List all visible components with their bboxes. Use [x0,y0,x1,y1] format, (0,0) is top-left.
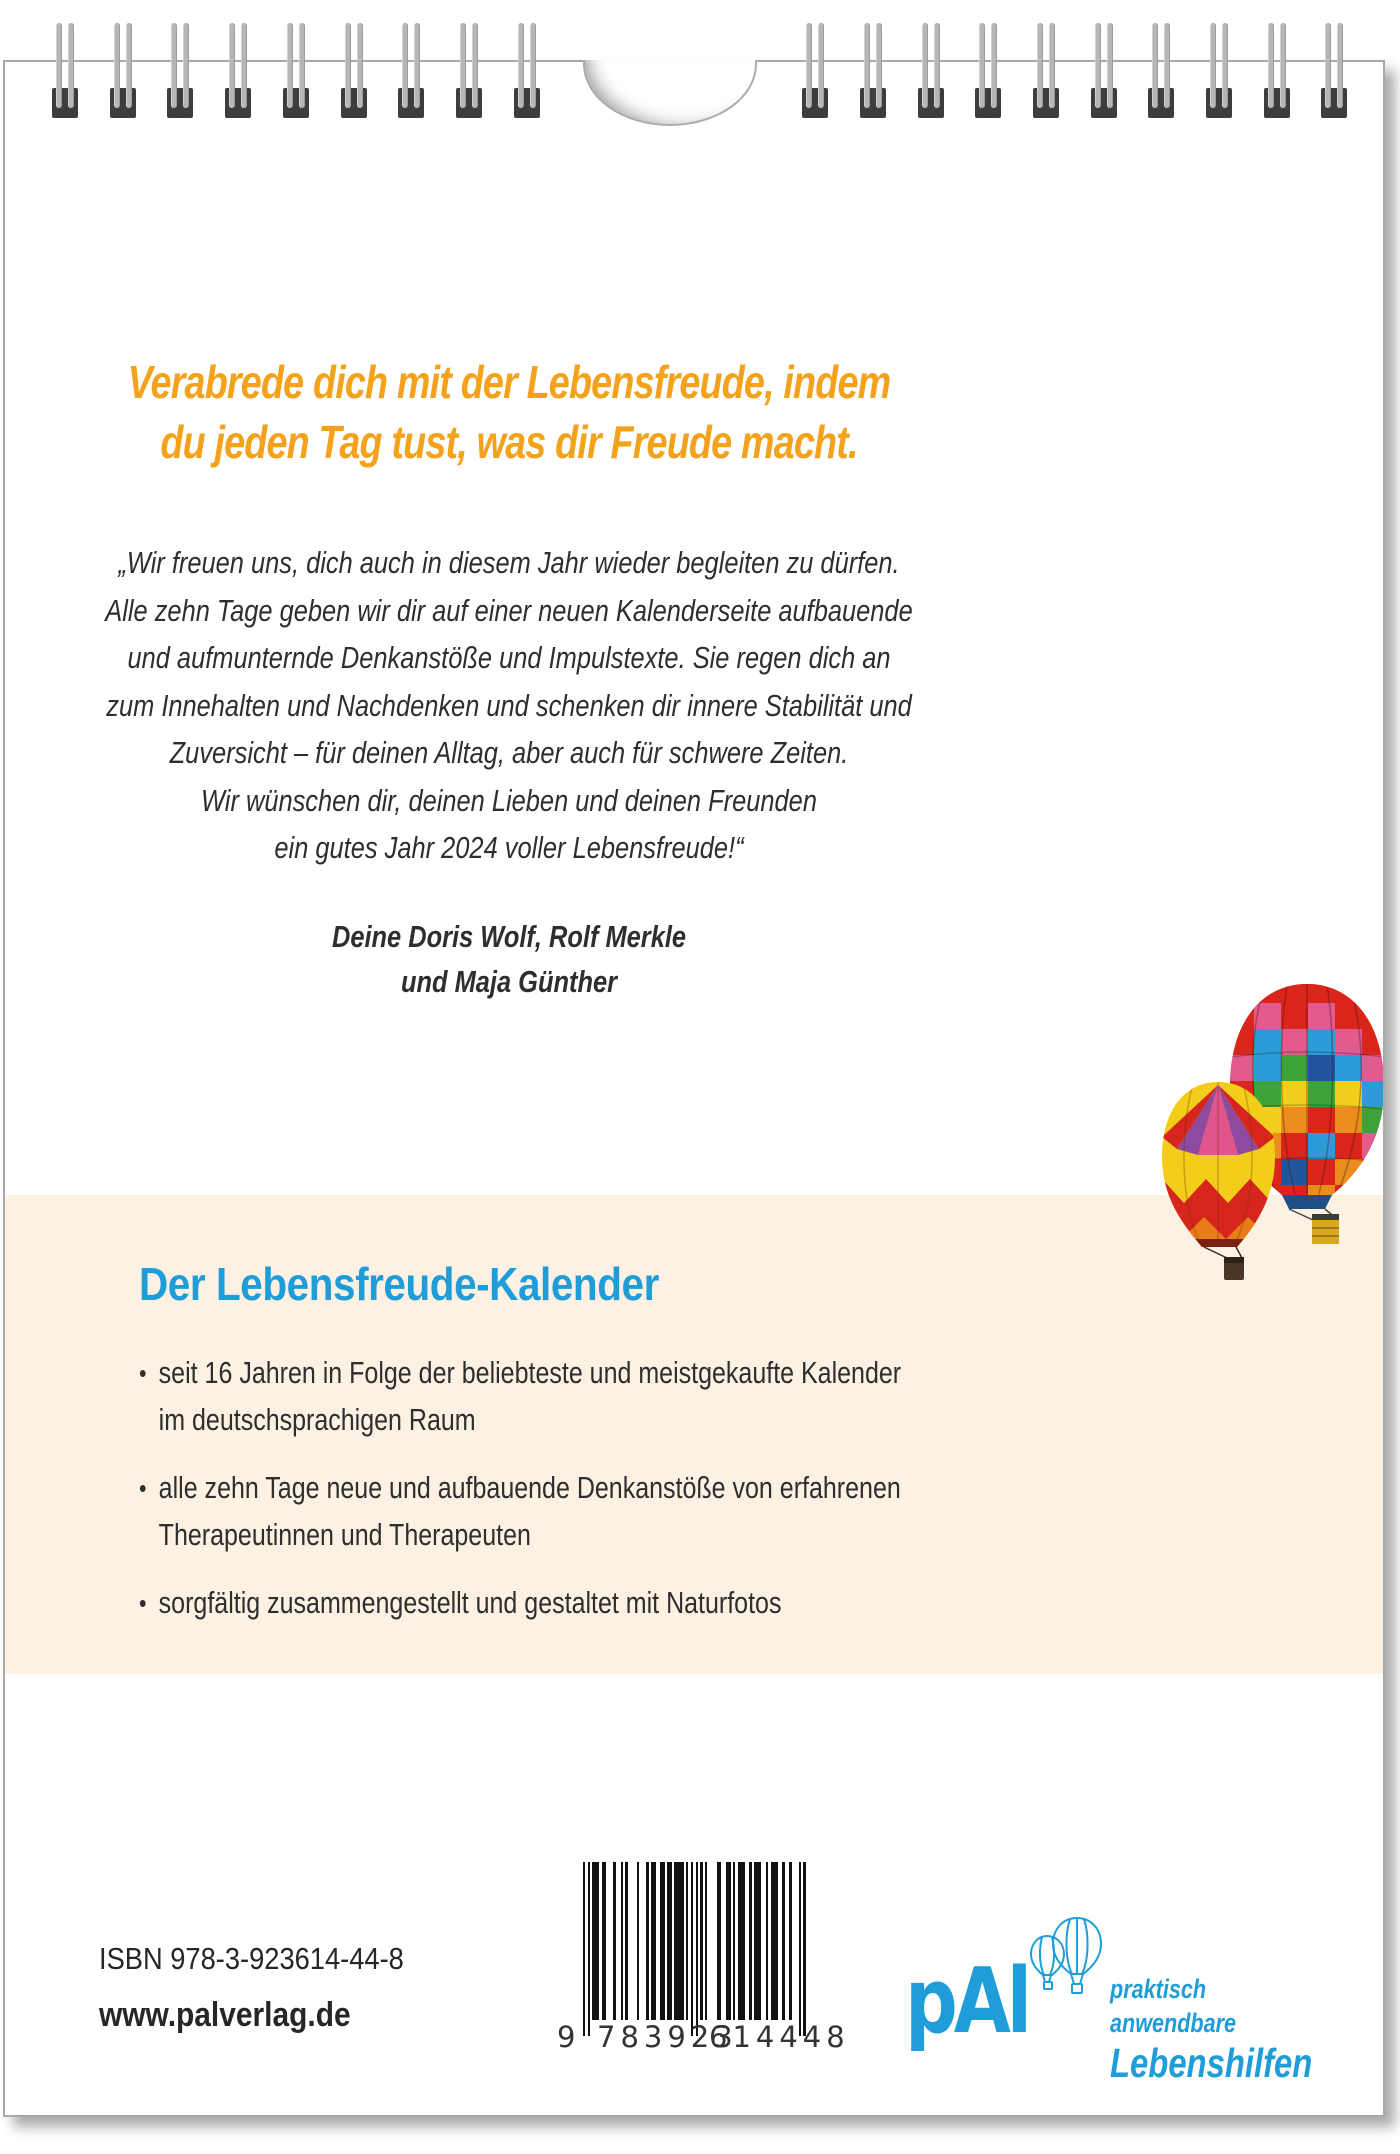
quote-line: Wir wünschen dir, deinen Lieben und deinen Freunden [201,782,817,818]
website-text: www.palverlag.de [99,1996,351,2034]
barcode-digit-group: 783923 [597,2020,738,2054]
quote-line: Alle zehn Tage geben wir dir auf einer neuen Kalenderseite aufbauende [105,592,913,628]
page-sheet [3,60,1385,2117]
barcode-digit-group: 614448 [709,2020,850,2054]
quote-line: zum Innehalten und Nachdenken und schenken dir innere Stabilität und [106,687,912,723]
isbn-text: ISBN 978-3-923614-44-8 [99,1941,404,1976]
pal-tagline-line: Lebenshilfen [1110,2040,1313,2086]
bullet-icon: • [139,1473,147,1503]
bullet-text: Therapeutinnen und Therapeuten [158,1518,531,1552]
bullet-icon: • [139,1358,147,1388]
barcode [557,1862,850,2062]
list-item [139,1350,1057,1444]
list-item [139,1465,1057,1559]
footer-publisher-info [99,1930,404,2044]
pal-balloons-icon [1025,1914,1107,2000]
pal-tagline-line: praktisch anwendbare [1110,1974,1237,2038]
bullet-text: im deutschsprachigen Raum [158,1403,476,1437]
headline-line: Verabrede dich mit der Lebensfreude, indem [127,356,891,408]
quote-line: Zuversicht – für deinen Alltag, aber auch für schwere Zeiten. [169,735,849,770]
pal-tagline [1110,1972,1322,2086]
band-heading: Der Lebensfreude-Kalender [139,1258,659,1310]
list-item [139,1580,1057,1627]
intro-block [5,352,1013,1004]
headline-line: du jeden Tag tust, was dir Freude macht. [160,416,858,468]
hot-air-balloons-image [1132,917,1385,1297]
quote-paragraph [96,539,923,872]
barcode-digit-group: 9 [557,2020,576,2054]
bullet-list [139,1350,1057,1648]
barcode-digits [557,2020,850,2054]
quote-line: „Wir freuen uns, dich auch in diesem Jahr wieder begleiten zu dürfen. [118,545,900,580]
pal-logo [905,1914,1375,2114]
headline [96,352,923,472]
pal-logo-text: pAl [905,1949,1028,2054]
signature-line: und Maja Günther [400,963,618,999]
small-balloon [1160,1080,1278,1280]
bullet-text: sorgfältig zusammengestellt und gestaltet mit Naturfotos [158,1586,782,1620]
quote-line: ein gutes Jahr 2024 voller Lebensfreude!“ [274,830,744,865]
signature [96,914,923,1004]
bullet-text: seit 16 Jahren in Folge der beliebteste und meistgekaufte Kalender [158,1356,902,1390]
signature-line: Deine Doris Wolf, Rolf Merkle [331,918,687,954]
bullet-icon: • [139,1588,147,1618]
barcode-bars [583,1862,807,2036]
quote-line: und aufmunternde Denkanstöße und Impulstexte. Sie regen dich an [127,640,891,675]
bullet-text: alle zehn Tage neue und aufbauende Denkanstöße von erfahrenen [158,1471,901,1505]
